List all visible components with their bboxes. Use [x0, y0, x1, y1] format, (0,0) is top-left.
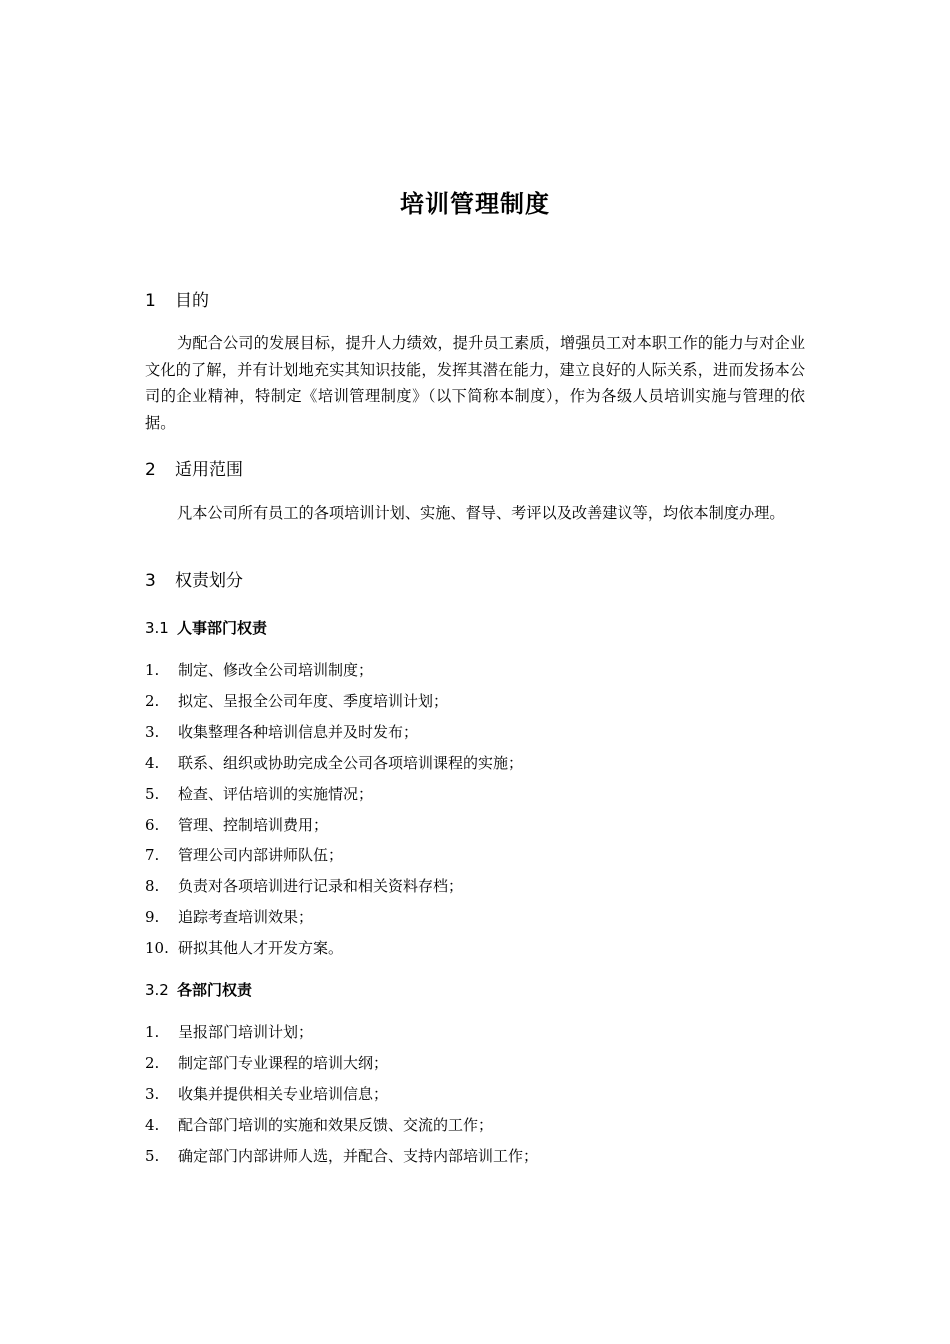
list-item-text: 配合部门培训的实施和效果反馈、交流的工作；: [178, 1115, 494, 1134]
section-heading-scope: [145, 457, 243, 483]
section-title: 适用范围: [175, 460, 243, 480]
list-item-text: 研拟其他人才开发方案。: [178, 939, 344, 958]
subsection-heading-hr: [145, 616, 267, 640]
list-item-number: 6.: [145, 815, 160, 834]
list-item-number: 5.: [145, 784, 160, 803]
list-item-number: 5.: [145, 1146, 160, 1165]
list-item: [145, 933, 523, 964]
list-item: [145, 1048, 538, 1079]
list-item: [145, 779, 523, 810]
list-item-number: 4.: [145, 753, 160, 772]
list-item: [145, 655, 523, 686]
list-item: [145, 810, 523, 841]
section-body-purpose: 为配合公司的发展目标，提升人力绩效，提升员工素质，增强员工对本职工作的能力与对企业文化的了解，并有计划地充实其知识技能，发挥其潜在能力，建立良好的人际关系，进而发扬本公司的企业精神，特制定《培训管理制度》（以下简称本制度），作为各级人员培训实施与管理的依据。: [145, 334, 805, 432]
list-item-number: 10.: [145, 939, 169, 958]
list-item-text: 制定、修改全公司培训制度；: [178, 661, 374, 679]
list-item-text: 负责对各项培训进行记录和相关资料存档；: [178, 877, 464, 896]
section-title: 目的: [175, 291, 209, 311]
subsection-number: 3.1: [145, 619, 169, 637]
list-item-text: 确定部门内部讲师人选，并配合、支持内部培训工作；: [178, 1146, 539, 1165]
list-item: [145, 1017, 538, 1048]
list-item-number: 9.: [145, 908, 160, 927]
section-heading-purpose: [145, 288, 209, 314]
section-heading-responsibilities: [145, 568, 243, 594]
list-item: [145, 748, 523, 779]
section-number: 2: [145, 460, 156, 480]
list-item-text: 收集并提供相关专业培训信息；: [178, 1084, 389, 1103]
department-responsibilities-list: [145, 1017, 538, 1172]
list-item-number: 1.: [145, 661, 160, 679]
section-title: 权责划分: [175, 571, 243, 591]
list-item: [145, 902, 523, 933]
list-item-number: 2.: [145, 691, 160, 710]
list-item-text: 管理、控制培训费用；: [178, 815, 329, 834]
section-body-scope: 凡本公司所有员工的各项培训计划、实施、督导、考评以及改善建议等，均依本制度办理。: [177, 504, 785, 522]
list-item-number: 8.: [145, 877, 160, 896]
section-number: 1: [145, 291, 156, 311]
subsection-heading-departments: [145, 978, 252, 1002]
list-item-text: 联系、组织或协助完成全公司各项培训课程的实施；: [178, 753, 524, 772]
list-item-text: 检查、评估培训的实施情况；: [178, 784, 374, 803]
list-item: [145, 1141, 538, 1172]
list-item-number: 3.: [145, 722, 160, 741]
list-item-number: 1.: [145, 1023, 160, 1041]
list-item: [145, 686, 523, 717]
list-item-number: 4.: [145, 1115, 160, 1134]
document-title: 培训管理制度: [400, 190, 550, 218]
list-item-text: 拟定、呈报全公司年度、季度培训计划；: [178, 691, 449, 710]
list-item-number: 7.: [145, 846, 160, 865]
subsection-number: 3.2: [145, 981, 169, 999]
list-item-text: 追踪考查培训效果；: [178, 908, 314, 927]
list-item: [145, 1079, 538, 1110]
list-item-number: 2.: [145, 1053, 160, 1072]
list-item: [145, 717, 523, 748]
hr-responsibilities-list: [145, 655, 523, 964]
list-item: [145, 1110, 538, 1141]
list-item-text: 收集整理各种培训信息并及时发布；: [178, 722, 419, 741]
list-item-text: 呈报部门培训计划；: [178, 1023, 314, 1041]
list-item-text: 管理公司内部讲师队伍；: [178, 846, 344, 865]
subsection-title: 各部门权责: [177, 981, 253, 999]
subsection-title: 人事部门权责: [177, 619, 268, 637]
list-item: [145, 840, 523, 871]
list-item-text: 制定部门专业课程的培训大纲；: [178, 1053, 389, 1072]
list-item: [145, 871, 523, 902]
section-number: 3: [145, 571, 156, 591]
list-item-number: 3.: [145, 1084, 160, 1103]
